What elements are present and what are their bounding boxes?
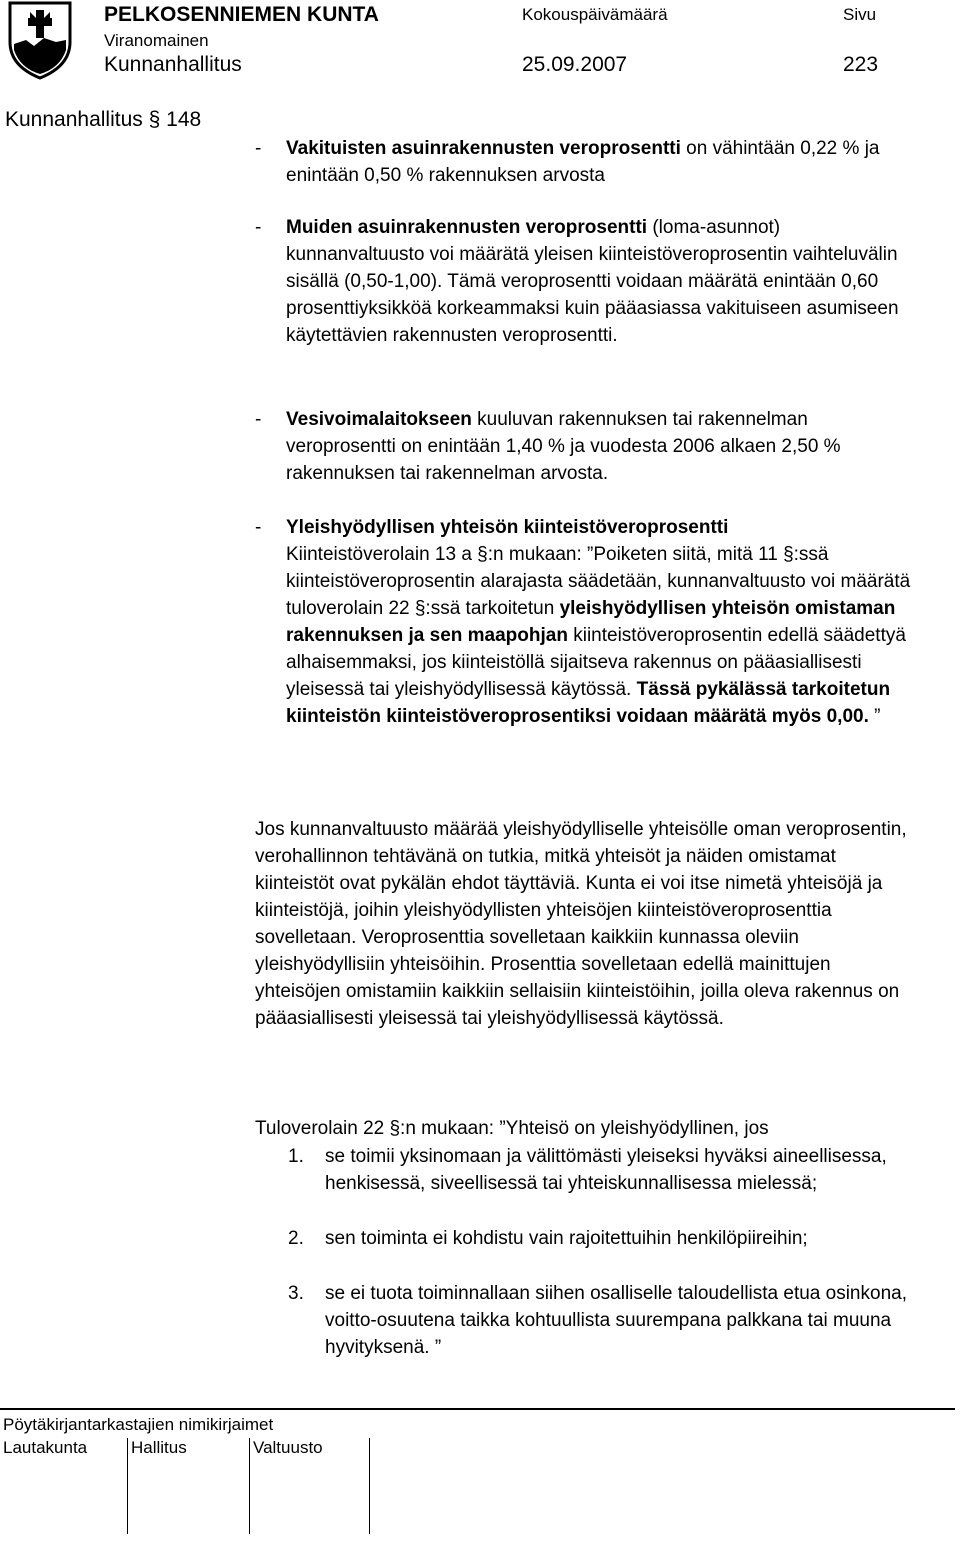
signature-table — [0, 1438, 370, 1534]
page-label: Sivu — [843, 5, 877, 24]
date-label: Kokouspäivämäärä — [522, 5, 668, 24]
item-text: Muiden asuinrakennusten veroprosentti (loma-asunnot) kunnanvaltuusto voi määrätä yleisen kiinteistöveroprosentin vaihteluvälin sisällä (0,50-1,00). Tämä veroprosentti voidaan määrätä enintään 0,60 prosenttiyksikköä korkeammaksi kuin pääasiassa vakituiseen asumiseen käytettävien rakennusten veroprosentti. — [286, 217, 899, 346]
authority: Kunnanhallitus — [104, 53, 242, 76]
signature-cell-valtuusto: Valtuusto — [250, 1438, 370, 1534]
section-label: Kunnanhallitus § 148 — [5, 108, 202, 131]
paragraph: Tuloverolain 22 §:n mukaan: ”Yhteisö on yleishyödyllinen, jos — [255, 1118, 769, 1139]
paragraph: Jos kunnanvaltuusto määrää yleishyödylliselle yhteisölle oman veroprosentin, verohallinnon tehtävänä on tutkia, mitkä yhteisöt ja näiden omistamat kiinteistöt ovat pykälän ehdot täyttäviä. Kunta ei voi itse nimetä yhteisöjä ja kiinteistöjä, joihin yleishyödyllisten yhteisöjen kiinteistöveroprosenttia sovelletaan. Veroprosenttia sovelletaan kaikkiin kunnassa oleviin yleishyödyllisiin yhteisöihin. Prosenttia sovelletaan edellä mainittujen yhteisöjen omistamiin kaikkiin sellaisiin kiinteistöihin, joilla oleva rakennus on pääasiallisesti yleisessä tai yleishyödyllisessä käytössä. — [255, 819, 907, 1029]
municipality-name: PELKOSENNIEMEN KUNTA — [104, 3, 379, 26]
item-text: Vakituisten asuinrakennusten veroprosentti on vähintään 0,22 % ja enintään 0,50 % rakennuksen arvosta — [286, 138, 880, 186]
item-text: Yleishyödyllisen yhteisön kiinteistöveroprosentti Kiinteistöverolain 13 a §:n mukaan: ”Poiketen siitä, mitä 11 §:ssä kiinteistöveroprosentin alarajasta säädetään, kunnanvaltuusto voi määrätä tuloverolain 22 §:ssä tarkoitetun yleishyödyllisen yhteisön omistaman rakennuksen ja sen maapohjan kiinteistöveroprosentin edellä säädettyä alhaisemmaksi, jos kiinteistöllä sijaitseva rakennus on pääasiallisesti yleisessä tai yleishyödyllisessä käytössä. Tässä pykälässä tarkoitetun kiinteistön kiinteistöveroprosentiksi voidaan määrätä myös 0,00. ” — [286, 517, 911, 727]
footer-divider — [0, 1408, 955, 1410]
meeting-date: 25.09.2007 — [522, 53, 628, 76]
item-text: Vesivoimalaitokseen kuuluvan rakennuksen tai rakennelman veroprosentti on enintään 1,40 % ja vuodesta 2006 alkaen 2,50 % rakennuksen tai rakennelman arvosta. — [286, 409, 841, 484]
item-heading: Yleishyödyllisen yhteisön kiinteistöveroprosentti — [286, 517, 729, 538]
signature-cell-hallitus: Hallitus — [128, 1438, 250, 1534]
footer-title: Pöytäkirjantarkastajien nimikirjaimet — [3, 1415, 274, 1434]
signature-cell-lautakunta: Lautakunta — [0, 1438, 128, 1534]
coat-of-arms-icon — [0, 0, 80, 80]
page-number: 223 — [843, 53, 879, 76]
authority-label: Viranomainen — [104, 31, 209, 50]
